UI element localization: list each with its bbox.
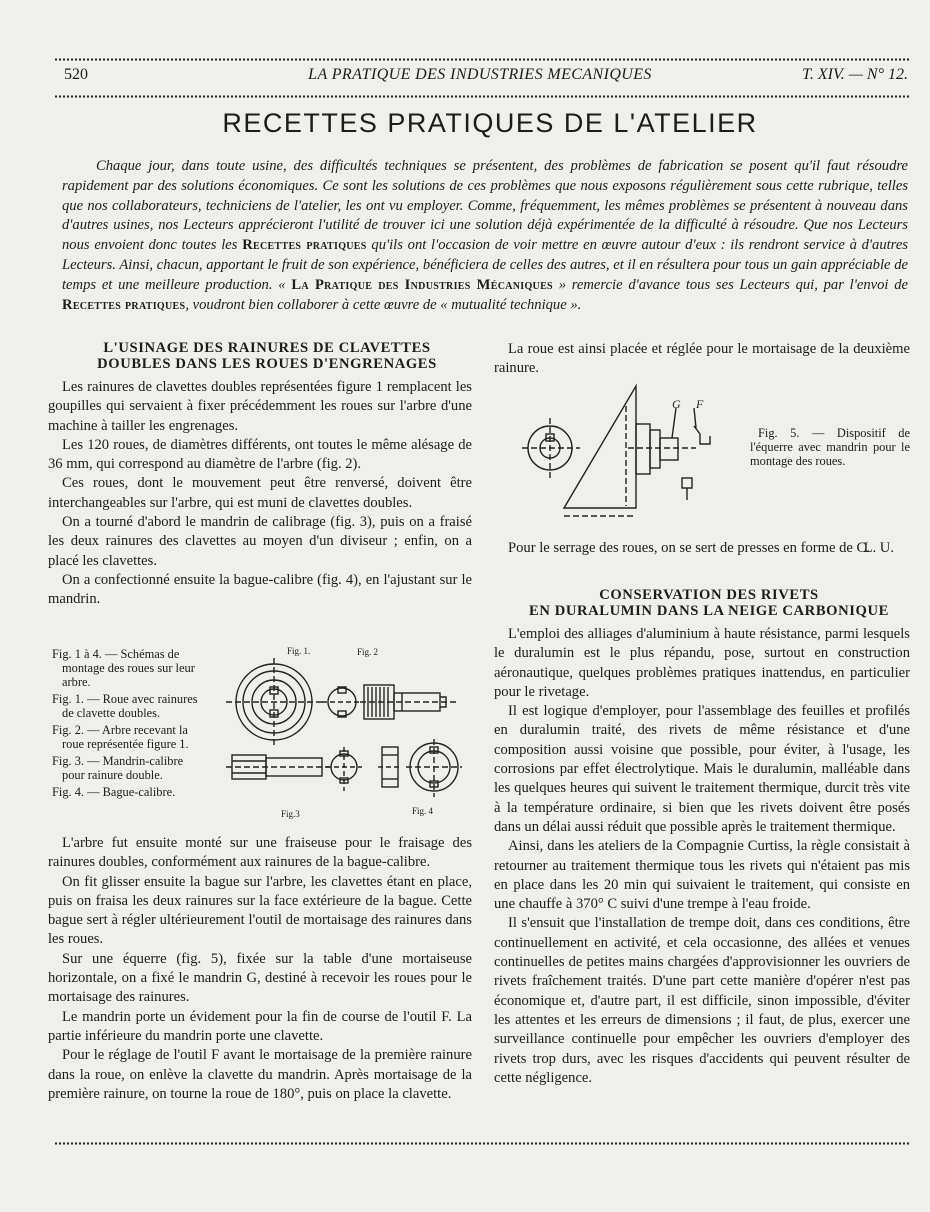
article1-continued	[494, 340, 910, 379]
fig3-mandrel-drawing	[226, 747, 362, 791]
paragraph: Il s'ensuit que l'installation de trempe doit, dans ces conditions, être continuellement en activité, et cela occasionne, des allées et venues continuelles de petites mains chargées d'approvisionner les ouvriers de rivets fraîchement traités. D'une part cette manière d'opérer n'est pas économique et, d'autre part, il est difficile, sinon impossible, d'éviter les attentes et les erreurs de dimensions ; il faut, de plus, exercer une surveillance continuelle pour empêcher les ouvriers d'employer des rivets trop durs, avec les risques d'accidents qui peuvent résulter de cette négligence.	[494, 915, 910, 1086]
paragraph: Sur une équerre (fig. 5), fixée sur la table d'une mortaiseuse horizontale, on a fixé le mandrin G, destiné à recevoir les roues pour le mortaisage des rainures.	[48, 950, 472, 1006]
fig2-shaft-drawing	[322, 685, 458, 719]
header-dotted-rule	[54, 95, 910, 98]
figure-caption: Fig. 2. — Arbre recevant la roue représentée figure 1.	[52, 723, 189, 751]
running-title: LA PRATIQUE DES INDUSTRIES MECANIQUES	[308, 66, 652, 83]
paragraph: L'emploi des alliages d'aluminium à haute résistance, parmi lesquels le duralumin est le plus répandu, pose, surtout en construction aéronautique, quelques problèmes pratiques inattendus, en particulier pour le rivetage.	[494, 626, 910, 700]
fig4-label: Fig. 4	[412, 806, 434, 816]
fig5-caption: Fig. 5. — Dispositif de l'équerre avec mandrin pour le montage des roues.	[750, 426, 910, 468]
paragraph: Le mandrin porte un évidement pour la fin de course de l'outil F. La partie inférieure du mandrin porte une clavette.	[48, 1008, 472, 1044]
fig5-letter-g: G	[672, 397, 681, 411]
figure-caption: Fig. 4. — Bague-calibre.	[52, 785, 176, 799]
fig1-label: Fig. 1.	[287, 646, 311, 656]
article1-signature: L. U.	[863, 540, 894, 557]
paragraph: Pour le serrage des roues, on se sert de presses en forme de C.	[508, 540, 870, 556]
article2-heading-line2: EN DURALUMIN DANS LA NEIGE CARBONIQUE	[529, 603, 889, 619]
article1-top	[48, 340, 472, 610]
figures-1-4-captions	[52, 647, 202, 802]
paragraph: Ces roues, dont le mouvement peut être renversé, doivent être interchangeables sur l'arbre, qui est muni de clavettes doubles.	[48, 475, 472, 511]
article1-heading-line2: DOUBLES DANS LES ROUES D'ENGRENAGES	[97, 356, 437, 372]
figure-caption: Fig. 1. — Roue avec rainures de clavette doubles.	[52, 692, 198, 720]
article1-heading-line1: L'USINAGE DES RAINURES DE CLAVETTES	[103, 340, 431, 356]
figure-caption: Fig. 3. — Mandrin-calibre pour rainure double.	[52, 754, 184, 782]
paragraph: La roue est ainsi placée et réglée pour le mortaisage de la deuxième rainure.	[494, 341, 910, 377]
fig4-ring-drawing	[378, 739, 462, 797]
figure-caption: Fig. 1 à 4. — Schémas de montage des roues sur leur arbre.	[52, 647, 195, 689]
issue-number: T. XIV. — N° 12.	[802, 66, 908, 83]
article1-bottom	[48, 834, 472, 1104]
intro-paragraph: Chaque jour, dans toute usine, des difficultés techniques se présentent, des problèmes de fabrication se posent qu'il faut résoudre rapidement par des solutions économiques. Ce sont les solutions de ces problèmes que nous exposons régulièrement sous cette rubrique, telles que nos collaborateurs, techniciens de l'atelier, les ont vu employer. Comme, fréquemment, les mêmes problèmes se présentent à nouveau dans d'autres usines, nos Lecteurs apprécieront l'utilité de trouver ici une solution déjà expérimentée de la difficulté à résoudre. Que nos Lecteurs nous envoient donc toutes les Recettes pratiques qu'ils ont l'occasion de voir mettre en œuvre autour d'eux : ils rendront service à d'autres Lecteurs. Ainsi, chacun, apportant le fruit de son expérience, bénéficiera de celles des autres, et il en résultera pour tous un gain appréciable de temps et une meilleure production. « La Pratique des Industries Mécaniques » remercie d'avance tous ses Lecteurs qui, par l'envoi de Recettes pratiques, voudront bien collaborer à cette œuvre de « mutualité technique ».	[62, 158, 909, 313]
paragraph: Il est logique d'employer, pour l'assemblage des feuilles et profilés en duralumin traité, des rivets de même résistance et d'une composition aussi voisine que possible, pour éviter, à l'usage, les corrosions par effet électrolytique. Mais le duralumin, malléable dans les quelques heures qui suivent le traitement thermique, durcit très vite à la température ordinaire, si bien que les rivets doivent être posés dans un délai aussi réduit que possible après le traitement thermique.	[494, 703, 910, 835]
paragraph: Ainsi, dans les ateliers de la Compagnie Curtiss, la règle consistait à retourner au traitement thermique tous les rivets qui n'étaient pas mis en place dans les 20 min qui suivaient le traitement, qui consiste en une chauffe à 370° C suivi d'une trempe à l'eau froide.	[494, 838, 910, 913]
paragraph: Pour le réglage de l'outil F avant le mortaisage de la première rainure dans la roue, on enlève la clavette du mandrin. Après mortaisage de la première rainure, on tourne la roue de 180°, puis on place la clavette.	[48, 1047, 472, 1102]
paragraph: On fit glisser ensuite la bague sur l'arbre, les clavettes étant en place, puis on fraisa les deux rainures sur la face extérieure de la bague. Cette bague sert à régler ultérieurement l'outil de mortaisage des rainures dans les roues.	[48, 873, 472, 948]
page-number: 520	[64, 66, 88, 83]
figures-1-to-4-drawing	[222, 655, 472, 807]
article2-heading-line1: CONSERVATION DES RIVETS	[599, 587, 819, 603]
paragraph: Les 120 roues, de diamètres différents, ont toutes le même alésage de 36 mm, qui correspond au diamètre de l'arbre (fig. 2).	[48, 436, 472, 473]
fig2-label: Fig. 2	[357, 647, 379, 657]
fig5-letter-f: F	[696, 397, 704, 411]
paragraph: On a confectionné ensuite la bague-calibre (fig. 4), en l'ajustant sur le mandrin.	[48, 571, 472, 608]
article1-closing	[494, 539, 910, 559]
paragraph: Les rainures de clavettes doubles représentées figure 1 remplacent les goupilles qui servaient à fixer précédemment les roues sur l'arbre d'une machine à tailler les engrenages.	[48, 379, 472, 434]
fig5-square-drawing	[516, 378, 736, 522]
page-title: RECETTES PRATIQUES DE L'ATELIER	[222, 108, 758, 138]
article2	[494, 587, 910, 1088]
paragraph: On a tourné d'abord le mandrin de calibrage (fig. 3), puis on a fraisé les deux rainures des clavettes au moyen d'un diviseur ; enfin, on a placé les clavettes.	[48, 514, 472, 569]
fig1-wheel-drawing	[226, 658, 322, 747]
fig3-label: Fig.3	[281, 809, 300, 819]
top-dotted-rule	[54, 58, 910, 61]
bottom-dotted-rule	[54, 1142, 910, 1145]
paragraph: L'arbre fut ensuite monté sur une fraiseuse pour le fraisage des rainures doubles, conformément aux rainures de la bague-calibre.	[48, 835, 472, 871]
